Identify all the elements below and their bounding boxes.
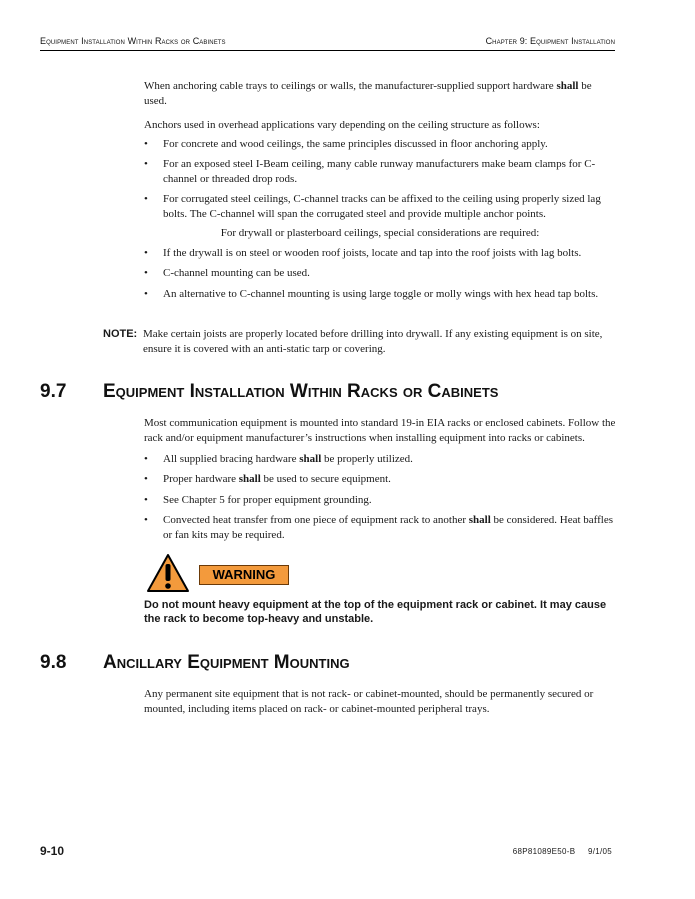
bullet-text: Proper hardware [163,473,239,485]
bullet-bold: shall [238,473,261,485]
intro-p1-text: When anchoring cable trays to ceilings or walls, the manufacturer-supplied support hardware [144,80,557,92]
section-9-7-paragraph: Most communication equipment is mounted into standard 19-in EIA racks or enclosed cabinets. Follow the rack and/or equipment manufacturer’s instructions when installing equipment into racks or cabinets. [144,417,616,444]
bullet-icon: • [144,158,148,170]
list-item-text: For concrete and wood ceilings, the same principles discussed in floor anchoring apply. [163,138,548,150]
bullet-icon: • [144,193,148,205]
note-label: NOTE: [103,328,138,340]
bullet-bold: shall [468,514,491,526]
bullet-bold: shall [299,453,322,465]
bullet-icon: • [144,494,148,506]
drywall-intro: For drywall or plasterboard ceilings, special considerations are required: [220,227,540,239]
warning-triangle-icon [146,553,190,593]
list-item-text: C-channel mounting can be used. [163,267,310,279]
page-header [40,36,615,51]
list-item-text: An alternative to C-channel mounting is using large toggle or molly wings with hex head tap bolts. [163,288,599,300]
intro-paragraph-1 [144,79,616,109]
bullet-text-end: be considered. Heat baffles or fan kits may be required. [163,514,614,541]
bullet-icon: • [144,473,148,485]
bullet-text: Convected heat transfer from one piece of equipment rack to another [163,514,469,526]
list-item-text [163,452,615,467]
bullet-icon: • [144,514,148,526]
bullet-text-end: be used to secure equipment. [260,473,391,485]
section-title: Equipment Installation Within Racks or Cabinets [103,381,499,402]
section-number: 9.7 [40,381,67,402]
intro-p1-bold: shall [556,80,579,92]
list-item-text [163,472,615,487]
list-item-text: For corrugated steel ceilings, C-channel tracks can be affixed to the ceiling using properly sized lag bolts. The C-channel will span the corrugated steel and provide multiple anchor points. [163,193,601,220]
page-number: 9-10 [40,844,65,858]
bullet-icon: • [144,267,148,279]
header-section-title: Equipment Installation Within Racks or Cabinets [40,36,226,46]
bullet-icon: • [144,453,148,465]
list-item-text [163,513,615,543]
document-id: 68P81089E50-B 9/1/05 [512,847,612,856]
warning-text: Do not mount heavy equipment at the top of the equipment rack or cabinet. It may cause the rack to become top-heavy and unstable. [144,599,607,625]
list-item-text: For an exposed steel I-Beam ceiling, many cable runway manufacturers make beam clamps for C-channel or threaded drop rods. [163,158,596,185]
intro-p1-text-end: be used. [144,80,592,107]
bullet-icon: • [144,247,148,259]
intro-paragraph-2: Anchors used in overhead applications vary depending on the ceiling structure as follows: [144,119,540,131]
bullet-text-end: be properly utilized. [321,453,413,465]
section-number: 9.8 [40,652,67,673]
note-text: Make certain joists are properly located before drilling into drywall. If any existing equipment is on site, ensure it is covered with an anti-static tarp or covering. [143,328,603,355]
header-chapter-title: Chapter 9: Equipment Installation [485,36,615,46]
bullet-icon: • [144,288,148,300]
list-item-text: If the drywall is on steel or wooden roof joists, locate and tap into the roof joists with lag bolts. [163,247,582,259]
section-9-8-paragraph: Any permanent site equipment that is not rack- or cabinet-mounted, should be permanently secured or mounted, including items placed on rack- or cabinet-mounted peripheral trays. [144,688,594,715]
warning-label: WARNING [199,565,289,585]
bullet-text: All supplied bracing hardware [163,453,300,465]
list-item-text: See Chapter 5 for proper equipment grounding. [163,494,372,506]
bullet-icon: • [144,138,148,150]
section-title: Ancillary Equipment Mounting [103,652,350,673]
